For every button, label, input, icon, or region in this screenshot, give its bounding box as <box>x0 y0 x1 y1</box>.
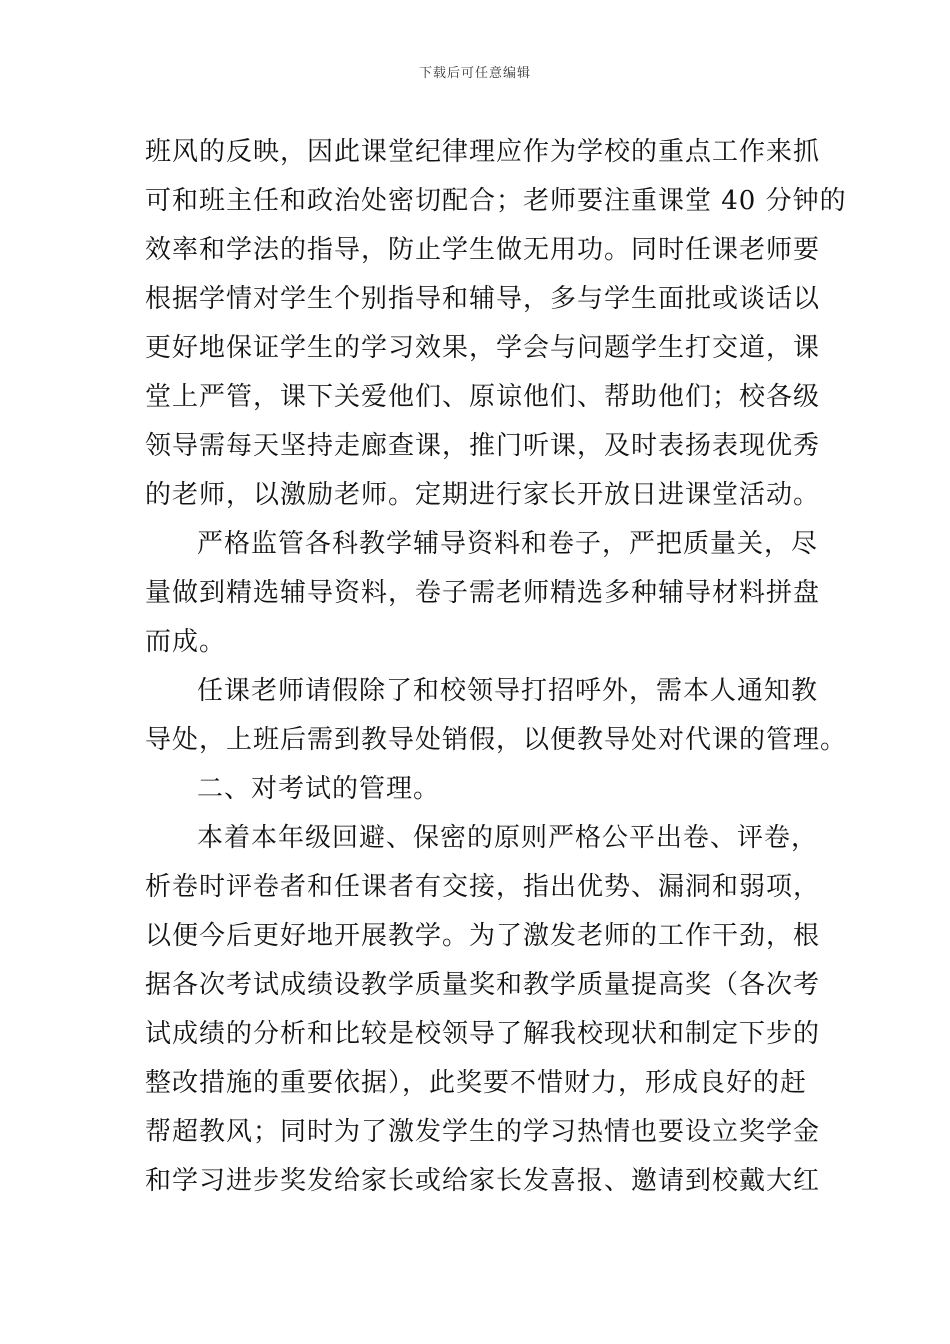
paragraph-first-line: 严格监管各科教学辅导资料和卷子，严把质量关，尽 <box>197 529 819 559</box>
text-line: 试成绩的分析和比较是校领导了解我校现状和制定下步的 <box>145 1019 821 1049</box>
text-line: 据各次考试成绩设教学质量奖和教学质量提高奖（各次考 <box>145 970 821 1000</box>
text-line: 和学习进步奖发给家长或给家长发喜报、邀请到校戴大红 <box>145 1166 821 1196</box>
text-line: 的老师，以激励老师。定期进行家长开放日进课堂活动。 <box>145 480 821 510</box>
paragraph-first-line: 本着本年级回避、保密的原则严格公平出卷、评卷， <box>197 823 819 853</box>
text-line: 根据学情对学生个别指导和辅导，多与学生面批或谈话以 <box>145 284 821 314</box>
text-line: 班风的反映，因此课堂纪律理应作为学校的重点工作来抓 <box>145 137 821 167</box>
text-line: 而成。 <box>145 627 227 657</box>
paragraph-first-line: 任课老师请假除了和校领导打招呼外，需本人通知教 <box>197 676 819 706</box>
text-line: 量做到精选辅导资料，卷子需老师精选多种辅导材料拼盘 <box>145 578 821 608</box>
text-line: 效率和学法的指导，防止学生做无用功。同时任课老师要 <box>145 235 821 265</box>
text-line: 导处，上班后需到教导处销假，以便教导处对代课的管理。 <box>145 725 848 755</box>
text-line: 堂上严管，课下关爱他们、原谅他们、帮助他们；校各级 <box>145 382 821 412</box>
text-line: 以便今后更好地开展教学。为了激发老师的工作干劲，根 <box>145 921 821 951</box>
text-line: 更好地保证学生的学习效果，学会与问题学生打交道，课 <box>145 333 821 363</box>
section-heading: 二、对考试的管理。 <box>197 774 441 804</box>
body-text <box>145 128 848 1206</box>
text-line: 析卷时评卷者和任课者有交接，指出优势、漏洞和弱项， <box>145 872 821 902</box>
text-line: 整改措施的重要依据），此奖要不惜财力，形成良好的赶 <box>145 1068 808 1098</box>
text-line: 可和班主任和政治处密切配合；老师要注重课堂 40 分钟的 <box>145 186 847 216</box>
text-line: 领导需每天坚持走廊查课，推门听课，及时表扬表现优秀 <box>145 431 821 461</box>
text-line: 帮超教风；同时为了激发学生的学习热情也要设立奖学金 <box>145 1117 821 1147</box>
page-header: 下载后可任意编辑 <box>418 66 531 81</box>
